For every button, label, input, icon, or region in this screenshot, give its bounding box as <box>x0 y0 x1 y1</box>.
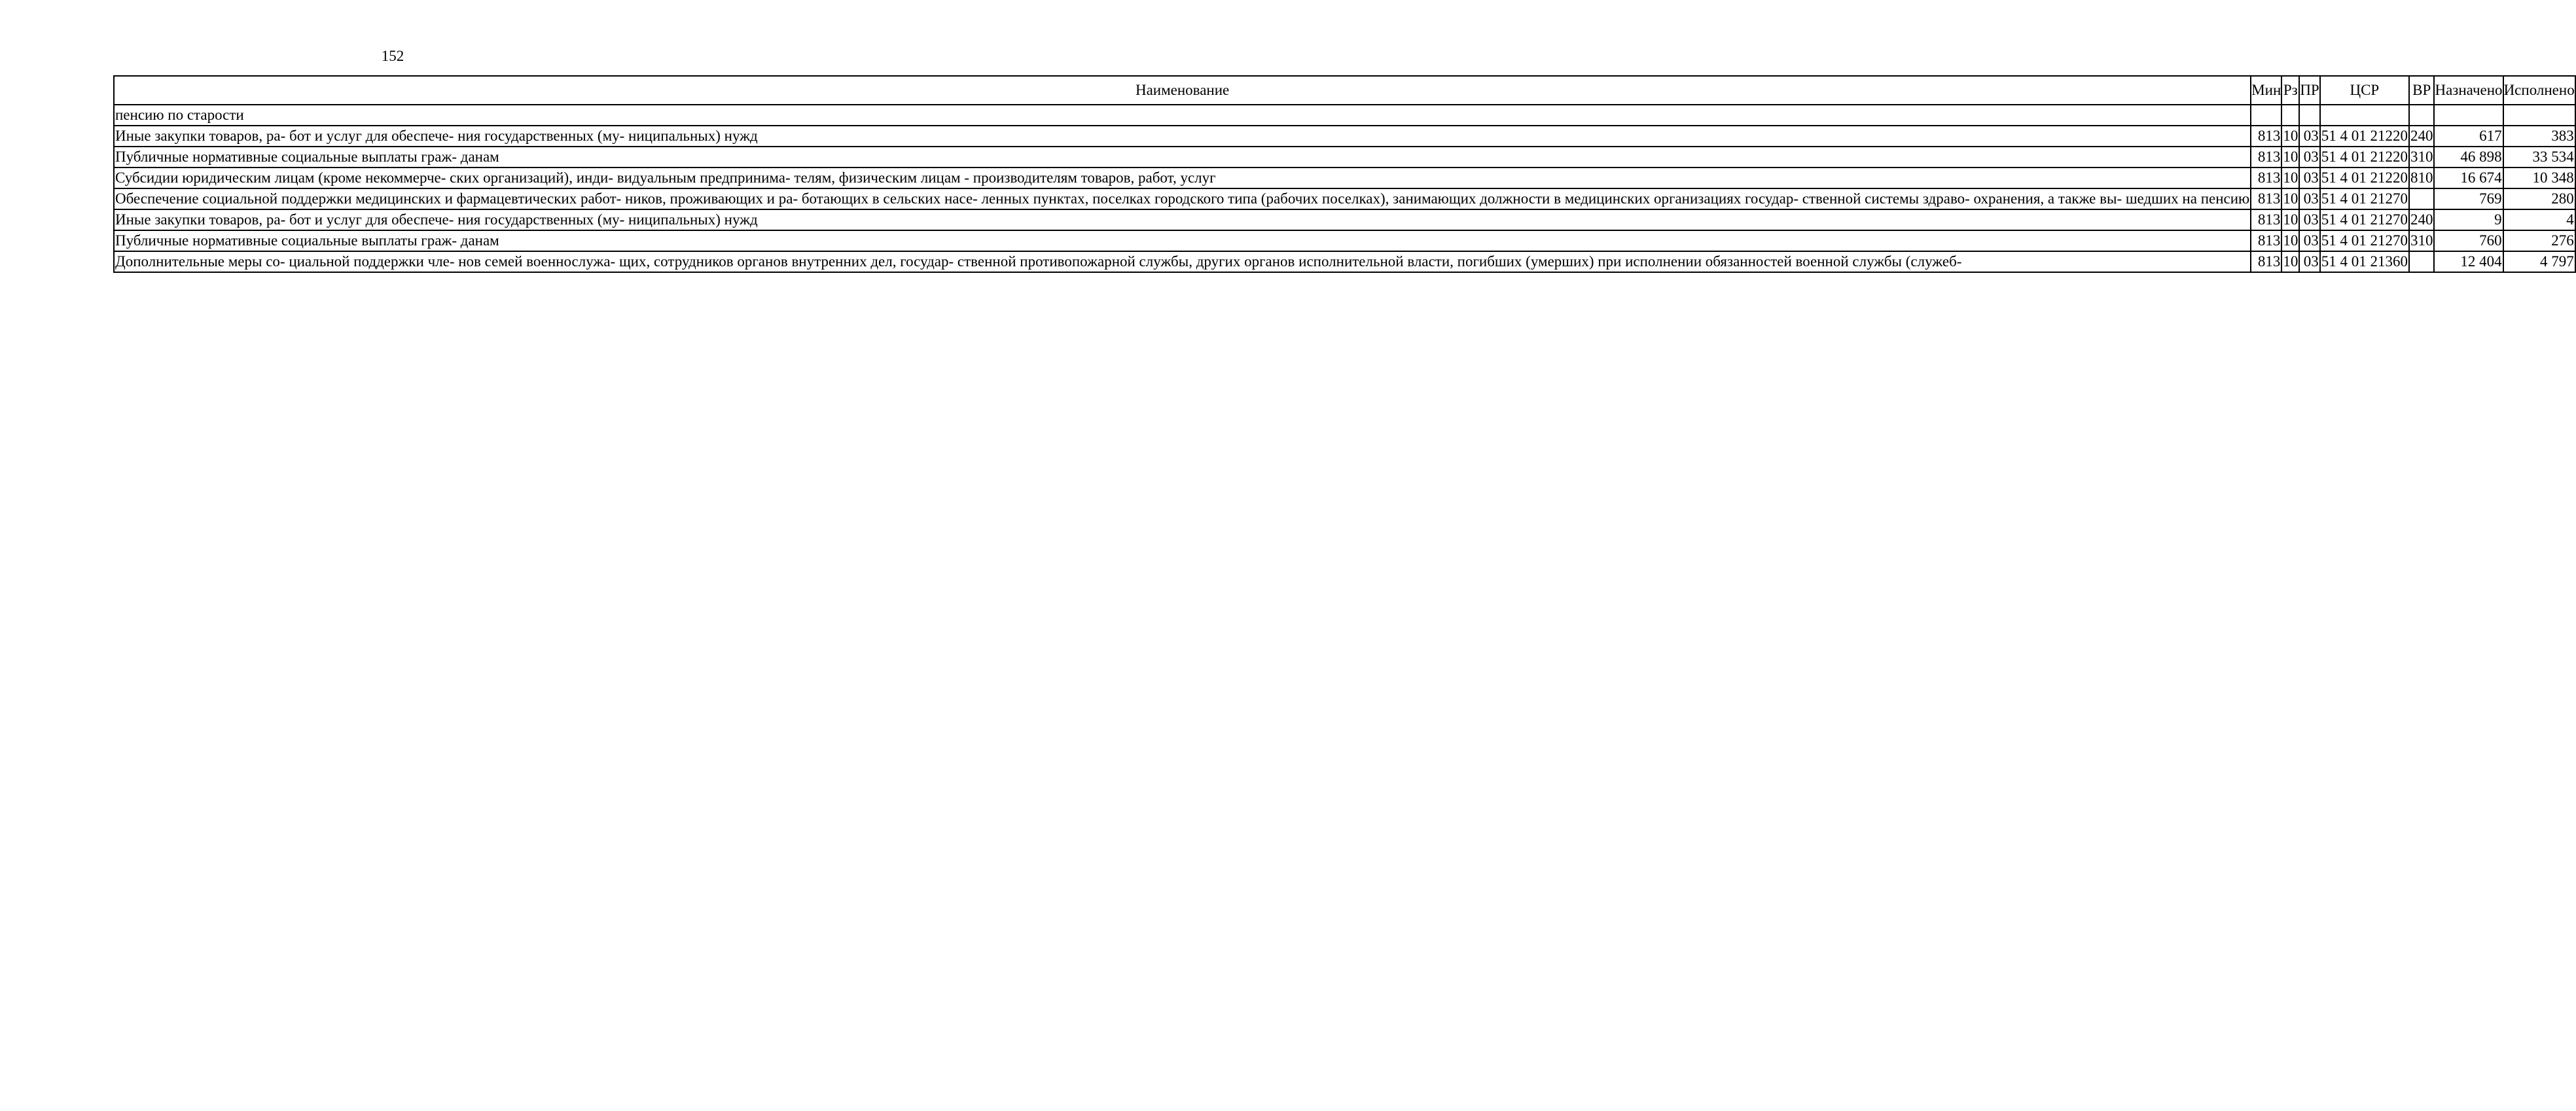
cell-section: 10 <box>2281 147 2299 168</box>
cell-ministry: 813 <box>2251 251 2281 272</box>
cell-subsection: 03 <box>2299 230 2319 251</box>
header-assigned: Назначено <box>2434 76 2503 105</box>
cell-target-article: 51 4 01 21270 <box>2320 188 2409 209</box>
cell-target-article: 51 4 01 21270 <box>2320 230 2409 251</box>
cell-assigned: 617 <box>2434 126 2503 147</box>
table-header-row <box>114 76 2575 105</box>
cell-name: Публичные нормативные социальные выплаты граж- данам <box>114 230 2251 251</box>
table-row <box>114 251 2575 272</box>
header-subsection: ПР <box>2299 76 2319 105</box>
cell-ministry: 813 <box>2251 147 2281 168</box>
header-ministry: Мин <box>2251 76 2281 105</box>
cell-target-article: 51 4 01 21270 <box>2320 209 2409 230</box>
cell-expense-type: 310 <box>2409 147 2435 168</box>
cell-assigned: 760 <box>2434 230 2503 251</box>
header-target-article: ЦСР <box>2320 76 2409 105</box>
cell-section: 10 <box>2281 168 2299 188</box>
cell-target-article <box>2320 105 2409 126</box>
cell-target-article: 51 4 01 21220 <box>2320 126 2409 147</box>
cell-section <box>2281 105 2299 126</box>
cell-name: пенсию по старости <box>114 105 2251 126</box>
cell-ministry: 813 <box>2251 126 2281 147</box>
cell-expense-type: 310 <box>2409 230 2435 251</box>
cell-expense-type <box>2409 188 2435 209</box>
cell-assigned: 12 404 <box>2434 251 2503 272</box>
cell-expense-type <box>2409 251 2435 272</box>
cell-ministry: 813 <box>2251 209 2281 230</box>
cell-subsection: 03 <box>2299 147 2319 168</box>
cell-executed: 280 <box>2503 188 2575 209</box>
table-row <box>114 105 2575 126</box>
cell-executed: 33 534 <box>2503 147 2575 168</box>
table-row <box>114 230 2575 251</box>
cell-ministry <box>2251 105 2281 126</box>
header-section: Рз <box>2281 76 2299 105</box>
table-row <box>114 168 2575 188</box>
cell-name: Иные закупки товаров, ра- бот и услуг для обеспече- ния государственных (му- ниципальных) нужд <box>114 126 2251 147</box>
cell-target-article: 51 4 01 21220 <box>2320 168 2409 188</box>
cell-section: 10 <box>2281 251 2299 272</box>
cell-ministry: 813 <box>2251 188 2281 209</box>
table-row <box>114 209 2575 230</box>
cell-name: Обеспечение социальной поддержки медицинских и фармацевтических работ- ников, проживающих и ра- ботающих в сельских насе- ленных пунктах, поселках городского типа (рабочих поселках), занимающих должности в медицинских организациях государ- ственной системы здраво- охранения, а также вы- шедших на пенсию <box>114 188 2251 209</box>
cell-assigned <box>2434 105 2503 126</box>
cell-ministry: 813 <box>2251 230 2281 251</box>
cell-executed: 10 348 <box>2503 168 2575 188</box>
header-name: Наименование <box>114 76 2251 105</box>
table-row <box>114 147 2575 168</box>
cell-executed <box>2503 105 2575 126</box>
cell-expense-type: 240 <box>2409 126 2435 147</box>
budget-table <box>113 75 2576 273</box>
cell-section: 10 <box>2281 188 2299 209</box>
table-row <box>114 188 2575 209</box>
header-expense-type: ВР <box>2409 76 2435 105</box>
cell-assigned: 46 898 <box>2434 147 2503 168</box>
cell-name: Дополнительные меры со- циальной поддержки чле- нов семей военнослужа- щих, сотрудников органов внутренних дел, государ- ственной противопожарной службы, других органов исполнительной власти, погибших (умерших) при исполнении обязанностей военной службы (служеб- <box>114 251 2251 272</box>
cell-name: Публичные нормативные социальные выплаты граж- данам <box>114 147 2251 168</box>
cell-subsection: 03 <box>2299 251 2319 272</box>
table-body <box>114 105 2575 272</box>
cell-target-article: 51 4 01 21220 <box>2320 147 2409 168</box>
cell-subsection: 03 <box>2299 168 2319 188</box>
cell-expense-type <box>2409 105 2435 126</box>
cell-subsection: 03 <box>2299 126 2319 147</box>
cell-ministry: 813 <box>2251 168 2281 188</box>
cell-executed: 383 <box>2503 126 2575 147</box>
cell-name: Субсидии юридическим лицам (кроме некоммерче- ских организаций), инди- видуальным предпринима- телям, физическим лицам - производителям товаров, работ, услуг <box>114 168 2251 188</box>
cell-section: 10 <box>2281 209 2299 230</box>
cell-assigned: 769 <box>2434 188 2503 209</box>
table-row <box>114 126 2575 147</box>
cell-assigned: 9 <box>2434 209 2503 230</box>
cell-target-article: 51 4 01 21360 <box>2320 251 2409 272</box>
cell-expense-type: 810 <box>2409 168 2435 188</box>
page-number: 152 <box>381 48 404 64</box>
cell-section: 10 <box>2281 230 2299 251</box>
cell-executed: 276 <box>2503 230 2575 251</box>
cell-subsection: 03 <box>2299 188 2319 209</box>
cell-expense-type: 240 <box>2409 209 2435 230</box>
cell-name: Иные закупки товаров, ра- бот и услуг для обеспече- ния государственных (му- ниципальных) нужд <box>114 209 2251 230</box>
cell-section: 10 <box>2281 126 2299 147</box>
header-executed: Исполнено <box>2503 76 2575 105</box>
cell-assigned: 16 674 <box>2434 168 2503 188</box>
cell-executed: 4 797 <box>2503 251 2575 272</box>
cell-subsection: 03 <box>2299 209 2319 230</box>
cell-executed: 4 <box>2503 209 2575 230</box>
cell-subsection <box>2299 105 2319 126</box>
